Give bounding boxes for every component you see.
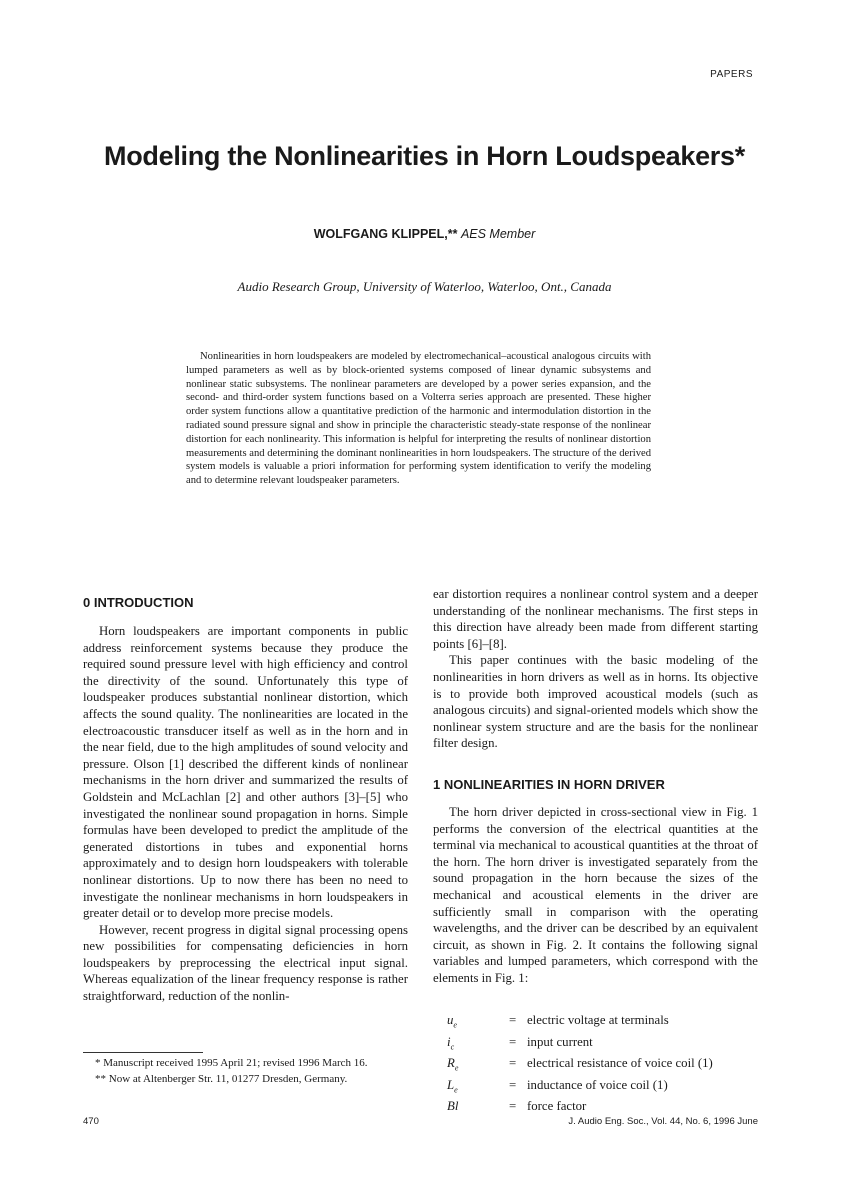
section-1-body bbox=[433, 804, 758, 987]
equals-sign: = bbox=[509, 1099, 517, 1114]
paragraph: ear distortion requires a nonlinear control system and a deeper understanding of the nonlinear mechanisms. The first steps in this direction have already been made from different starting points [6]–[8]. bbox=[433, 587, 758, 651]
section-tag: PAPERS bbox=[710, 69, 753, 80]
symbol: $R_e$ bbox=[447, 1056, 459, 1073]
symbol-list bbox=[433, 1012, 763, 1120]
paragraph: However, recent progress in digital signal processing opens new possibilities for compensating deficiencies in horn loudspeakers by preprocessing the electrical input signal. Whereas equalization of the linear frequency response is rather straightforward, reduction of the nonlin- bbox=[83, 922, 408, 1004]
section-heading-horn-driver: 1 NONLINEARITIES IN HORN DRIVER bbox=[433, 777, 665, 792]
symbol-description: force factor bbox=[527, 1099, 587, 1114]
affiliation: Audio Research Group, University of Waterloo, Waterloo, Ont., Canada bbox=[237, 279, 612, 294]
paragraph: This paper continues with the basic modeling of the nonlinearities in horn drivers as well as in horns. Its objective is to provide both improved acoustical models (such as analogous circuits) and signal-oriented models which show the nonlinear system structure and are the basis for the nonlinear filter design. bbox=[433, 653, 758, 751]
introduction-body bbox=[83, 623, 408, 1005]
equals-sign: = bbox=[509, 1034, 517, 1049]
footnote: * Manuscript received 1995 April 21; revised 1996 March 16. bbox=[95, 1057, 368, 1069]
journal-reference: J. Audio Eng. Soc., Vol. 44, No. 6, 1996 June bbox=[568, 1116, 758, 1127]
paper-title: Modeling the Nonlinearities in Horn Loudspeakers* bbox=[104, 141, 745, 171]
equals-sign: = bbox=[509, 1056, 517, 1071]
paragraph: Horn loudspeakers are important components in public address reinforcement systems because they produce the required sound pressure level with high efficiency and control the directivity of the sound. Unfortunately this type of loudspeaker produces substantial nonlinear distortion, which affects the sound quality. The nonlinearities are located in the electroacoustic transducer itself as well as in the horn and in the near field, due to the high amplitudes of sound velocity and pressure. Olson [1] described the different kinds of nonlinear mechanisms in the horn driver and summarized the results of Goldstein and McLachlan [2] and other authors [3]–[5] who investigated the nonlinear sound propagation in horns. Simple formulas have been developed to predict the amplitude of the generated distortions in tubes and exponential horns approximately and to design horn loudspeakers with tolerable nonlinear distortions. Up to now there has been no need to investigate the nonlinear mechanisms in horn loudspeakers in greater detail or to develop more precise models. bbox=[83, 624, 408, 921]
page-number: 470 bbox=[83, 1116, 99, 1127]
abstract: Nonlinearities in horn loudspeakers are modeled by electromechanical–acoustical analogous circuits with lumped parameters as well as by block-oriented systems composed of linear dynamic subsystems and nonlinear static subsystems. The nonlinear parameters are developed by a power series expansion, and the second- and third-order system functions based on a Volterra series approach are presented. These higher order system functions allow a quantitative prediction of the harmonic and intermodulation distortion in the radiated sound pressure signal and show in principle the characteristic steady-state response of the nonlinear distortion for each nonlinearity. This information is helpful for interpreting the results of nonlinear distortion measurements and determining the dominant nonlinearities in horn loudspeakers. The structure of the derived system models is valuable a priori information for performing system identification to verify the modeling and to determine relevant loudspeaker parameters. bbox=[186, 351, 651, 487]
symbol-description: inductance of voice coil (1) bbox=[527, 1077, 668, 1092]
symbol-row bbox=[433, 1055, 763, 1077]
symbol: $u_e$ bbox=[447, 1013, 457, 1030]
footnote: ** Now at Altenberger Str. 11, 01277 Dresden, Germany. bbox=[95, 1073, 348, 1085]
equals-sign: = bbox=[509, 1013, 517, 1027]
symbol-row bbox=[433, 1077, 763, 1099]
section-heading-introduction: 0 INTRODUCTION bbox=[83, 595, 194, 610]
symbol-description: input current bbox=[527, 1034, 593, 1049]
author-name: WOLFGANG KLIPPEL,** bbox=[313, 227, 458, 241]
symbol-description: electric voltage at terminals bbox=[527, 1013, 669, 1027]
equals-sign: = bbox=[509, 1077, 517, 1092]
footnote-divider bbox=[83, 1052, 203, 1053]
author-line bbox=[0, 227, 849, 241]
symbol: $L_e$ bbox=[447, 1077, 458, 1095]
footnotes bbox=[83, 1056, 408, 1088]
symbol: $i_c$ bbox=[447, 1034, 455, 1052]
symbol-row bbox=[433, 1012, 763, 1034]
author-membership: AES Member bbox=[460, 227, 536, 241]
symbol-row bbox=[433, 1034, 763, 1056]
symbol-description: electrical resistance of voice coil (1) bbox=[527, 1056, 713, 1071]
paragraph: The horn driver depicted in cross-sectional view in Fig. 1 performs the conversion of the electrical quantities at the terminal via mechanical to acoustical quantities at the throat of the horn. The horn driver is investigated separately from the sound propagation in the horn because the sizes of the mechanical and acoustical elements in the driver are sufficiently small in comparison with the operating wavelengths, and the driver can be described by an equivalent circuit, as shown in Fig. 2. It contains the following signal variables and lumped parameters, which correspond with the elements in Fig. 1: bbox=[433, 805, 758, 985]
symbol: Bl bbox=[447, 1099, 459, 1114]
right-column-continuation bbox=[433, 586, 758, 752]
